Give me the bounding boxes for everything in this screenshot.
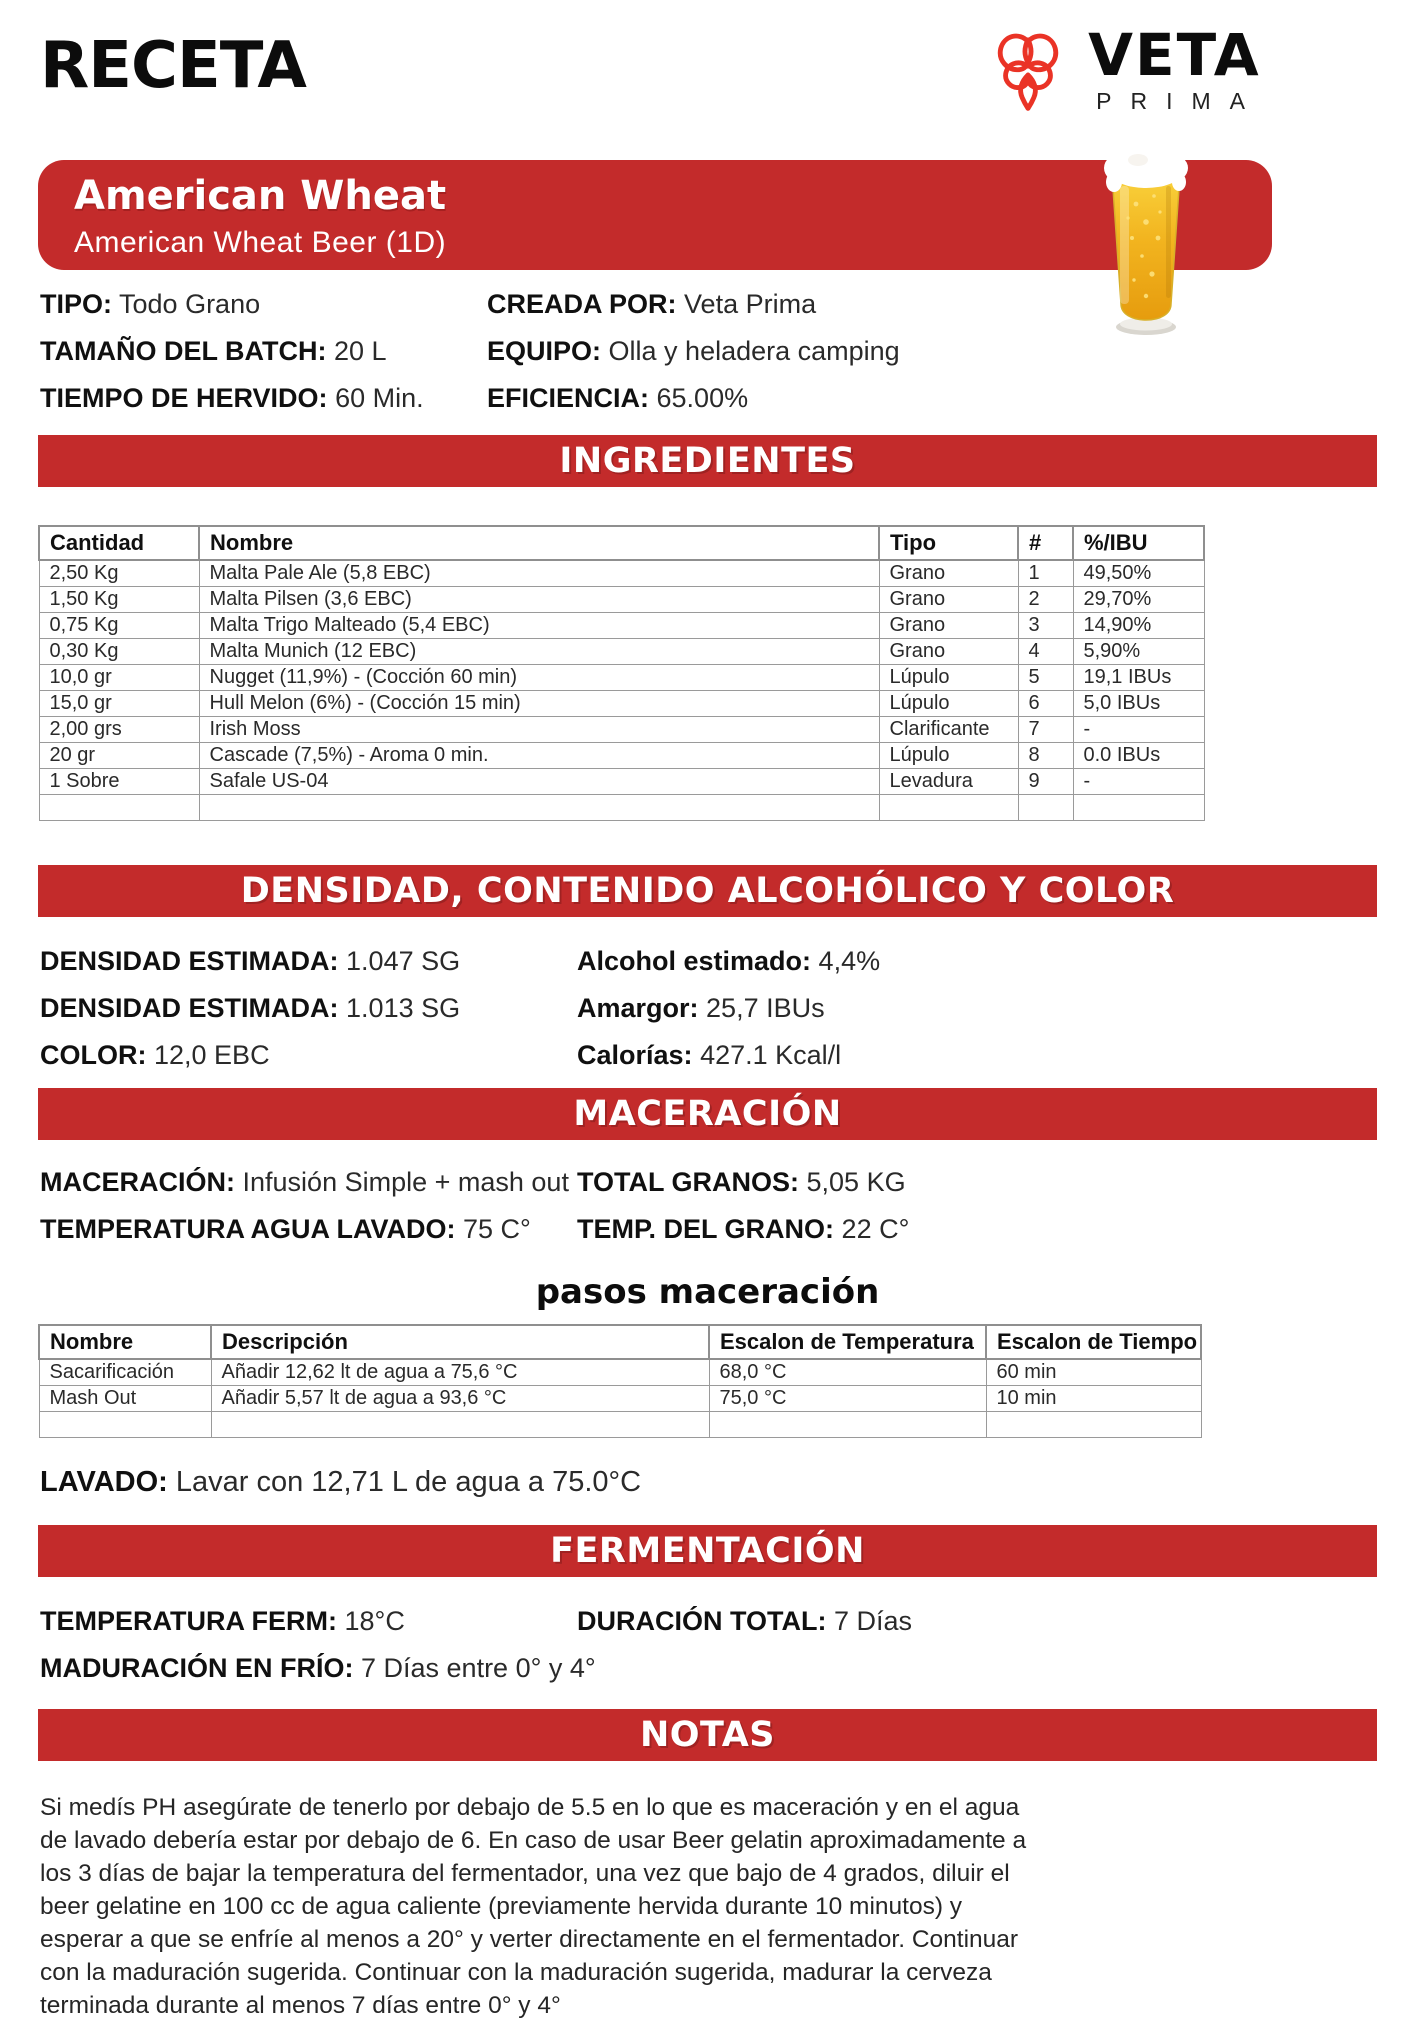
table-cell: 7 (1018, 717, 1073, 743)
table-row (39, 717, 1204, 743)
table-cell: Lúpulo (879, 665, 1018, 691)
table-cell: 20 gr (39, 743, 199, 769)
table-cell (39, 795, 199, 821)
fermentation-details (40, 1605, 1370, 1685)
table-cell: Safale US-04 (199, 769, 879, 795)
detail-label: EQUIPO: (487, 336, 602, 366)
detail-value: 7 Días entre 0° y 4° (361, 1653, 596, 1683)
detail-value: 25,7 IBUs (706, 993, 825, 1023)
table-row (39, 1412, 1201, 1438)
table-cell (1018, 795, 1073, 821)
table-cell: Clarificante (879, 717, 1018, 743)
table-header-row (39, 1325, 1201, 1359)
table-cell: 60 min (986, 1359, 1201, 1386)
table-cell: Hull Melon (6%) - (Cocción 15 min) (199, 691, 879, 717)
table-cell: Sacarificación (39, 1359, 211, 1386)
brand-logo (984, 21, 1264, 138)
table-cell: 8 (1018, 743, 1073, 769)
ingredients-section-header: INGREDIENTES (38, 435, 1377, 487)
page-title: RECETA (40, 29, 306, 103)
beer-glass-image (1076, 134, 1216, 340)
table-cell (39, 1412, 211, 1438)
sparge-line (40, 1466, 1414, 1499)
table-cell: 3 (1018, 613, 1073, 639)
detail-item (40, 945, 577, 978)
table-cell: Cascade (7,5%) - Aroma 0 min. (199, 743, 879, 769)
detail-item (577, 1213, 1370, 1246)
table-cell: Malta Pale Ale (5,8 EBC) (199, 560, 879, 587)
detail-value: Lavar con 12,71 L de agua a 75.0°C (175, 1466, 642, 1498)
detail-value: 1.013 SG (346, 993, 461, 1023)
table-row (39, 560, 1204, 587)
table-cell: 9 (1018, 769, 1073, 795)
detail-label: TOTAL GRANOS: (577, 1167, 799, 1197)
table-row (39, 665, 1204, 691)
detail-item (40, 288, 487, 321)
detail-item (577, 945, 1370, 978)
table-cell: 2,00 grs (39, 717, 199, 743)
table-cell: 0.0 IBUs (1073, 743, 1204, 769)
column-header: Descripción (211, 1325, 709, 1359)
column-header: Tipo (879, 526, 1018, 560)
brand-subname: PRIMA (1096, 88, 1264, 114)
table-cell: 1 (1018, 560, 1073, 587)
table-cell: Malta Pilsen (3,6 EBC) (199, 587, 879, 613)
table-cell: 29,70% (1073, 587, 1204, 613)
table-row (39, 1386, 1201, 1412)
table-cell: Mash Out (39, 1386, 211, 1412)
recipe-name: American Wheat (74, 173, 447, 219)
table-cell (709, 1412, 986, 1438)
table-row (39, 795, 1204, 821)
detail-value: 1.047 SG (346, 946, 461, 976)
detail-label: MACERACIÓN: (40, 1167, 235, 1197)
fermentation-section-header: FERMENTACIÓN (38, 1525, 1377, 1577)
table-cell: 49,50% (1073, 560, 1204, 587)
column-header: Cantidad (39, 526, 199, 560)
column-header: Escalon de Tiempo (986, 1325, 1201, 1359)
detail-value: 75 C° (462, 1214, 531, 1244)
detail-item (577, 1166, 1370, 1199)
detail-value: Olla y heladera camping (608, 336, 900, 366)
table-cell: 5 (1018, 665, 1073, 691)
detail-value: 4,4% (818, 946, 881, 976)
detail-item (40, 1605, 577, 1638)
table-cell: Grano (879, 560, 1018, 587)
ingredients-table (38, 525, 1205, 821)
detail-item (577, 992, 1370, 1025)
table-cell: Añadir 5,57 lt de agua a 93,6 °C (211, 1386, 709, 1412)
table-header-row (39, 526, 1204, 560)
table-cell: 1 Sobre (39, 769, 199, 795)
detail-label: LAVADO: (40, 1466, 168, 1498)
table-cell: 1,50 Kg (39, 587, 199, 613)
table-cell: Grano (879, 639, 1018, 665)
table-cell (199, 795, 879, 821)
table-cell: 75,0 °C (709, 1386, 986, 1412)
detail-item (487, 288, 1370, 321)
detail-value: Infusión Simple + mash out (242, 1167, 569, 1197)
table-row (39, 691, 1204, 717)
column-header: Nombre (39, 1325, 211, 1359)
table-cell: 6 (1018, 691, 1073, 717)
table-row (39, 613, 1204, 639)
table-cell: 19,1 IBUs (1073, 665, 1204, 691)
detail-label: TIPO: (40, 289, 112, 319)
detail-item (40, 1166, 577, 1199)
table-cell: 10,0 gr (39, 665, 199, 691)
detail-item (40, 1213, 577, 1246)
detail-label: TEMPERATURA AGUA LAVADO: (40, 1214, 456, 1244)
table-cell: Grano (879, 587, 1018, 613)
detail-value: 65.00% (656, 383, 749, 413)
detail-item (40, 992, 577, 1025)
mash-steps-table (38, 1324, 1202, 1438)
table-cell: Nugget (11,9%) - (Cocción 60 min) (199, 665, 879, 691)
table-row (39, 639, 1204, 665)
table-row (39, 743, 1204, 769)
table-cell: 10 min (986, 1386, 1201, 1412)
detail-label: MADURACIÓN EN FRÍO: (40, 1653, 354, 1683)
table-cell: 0,75 Kg (39, 613, 199, 639)
table-cell: 68,0 °C (709, 1359, 986, 1386)
detail-value: 20 L (333, 336, 387, 366)
table-cell: Lúpulo (879, 743, 1018, 769)
brand-text (1088, 21, 1264, 115)
detail-item (40, 382, 487, 415)
table-row (39, 1359, 1201, 1386)
detail-value: 60 Min. (335, 383, 424, 413)
detail-label: TEMPERATURA FERM: (40, 1606, 337, 1636)
column-header: Nombre (199, 526, 879, 560)
notes-text: Si medís PH asegúrate de tenerlo por debajo de 5.5 en lo que es maceración y en el agua de lavado debería estar por debajo de 6. En caso de usar Beer gelatin aproximadamente a los 3 días de bajar la temperatura del fermentador, una vez que bajo de 4 grados, diluir el beer gelatine en 100 cc de agua caliente (previamente hervida durante 10 minutos) y esperar a que se enfríe al menos a 20° y verter directamente en el fermentador. Continuar con la maduración sugerida. Continuar con la maduración sugerida, madurar la cerveza terminada durante al menos 7 días entre 0° y 4° (40, 1794, 1027, 2019)
table-cell: Irish Moss (199, 717, 879, 743)
detail-label: Alcohol estimado: (577, 946, 812, 976)
density-details (40, 945, 1370, 1072)
detail-value: 427.1 Kcal/l (700, 1040, 842, 1070)
detail-value: Todo Grano (119, 289, 261, 319)
detail-label: TIEMPO DE HERVIDO: (40, 383, 328, 413)
detail-label: COLOR: (40, 1040, 147, 1070)
detail-value: 22 C° (841, 1214, 910, 1244)
mash-details (40, 1166, 1370, 1246)
table-cell: 14,90% (1073, 613, 1204, 639)
table-cell: Malta Trigo Malteado (5,4 EBC) (199, 613, 879, 639)
table-row (39, 587, 1204, 613)
column-header: Escalon de Temperatura (709, 1325, 986, 1359)
table-cell: - (1073, 717, 1204, 743)
detail-item (487, 382, 1370, 415)
table-cell (879, 795, 1018, 821)
column-header: # (1018, 526, 1073, 560)
density-section-header: DENSIDAD, CONTENIDO ALCOHÓLICO Y COLOR (38, 865, 1377, 917)
detail-label: EFICIENCIA: (487, 383, 649, 413)
detail-value: 5,05 KG (806, 1167, 906, 1197)
detail-item (40, 1039, 577, 1072)
detail-value: Veta Prima (684, 289, 817, 319)
table-cell (211, 1412, 709, 1438)
page-header (0, 0, 1414, 130)
detail-item (577, 1039, 1370, 1072)
detail-item (487, 335, 1370, 368)
detail-value: 7 Días (834, 1606, 913, 1636)
mash-steps-title: pasos maceración (535, 1272, 880, 1312)
detail-label: DENSIDAD ESTIMADA: (40, 946, 339, 976)
table-cell: Grano (879, 613, 1018, 639)
detail-value: 18°C (344, 1606, 405, 1636)
column-header: %/IBU (1073, 526, 1204, 560)
detail-item (40, 335, 487, 368)
hop-icon (984, 26, 1072, 138)
table-cell: Levadura (879, 769, 1018, 795)
table-cell: - (1073, 769, 1204, 795)
detail-label: Calorías: (577, 1040, 693, 1070)
table-cell: 15,0 gr (39, 691, 199, 717)
table-cell (986, 1412, 1201, 1438)
table-cell: 5,0 IBUs (1073, 691, 1204, 717)
detail-value: 12,0 EBC (154, 1040, 270, 1070)
detail-item (40, 1652, 1370, 1685)
notes-section-header: NOTAS (38, 1709, 1377, 1761)
table-row (39, 769, 1204, 795)
detail-item (577, 1605, 1370, 1638)
table-cell: 4 (1018, 639, 1073, 665)
table-cell: Malta Munich (12 EBC) (199, 639, 879, 665)
table-cell: Añadir 12,62 lt de agua a 75,6 °C (211, 1359, 709, 1386)
table-cell: Lúpulo (879, 691, 1018, 717)
table-cell: 2 (1018, 587, 1073, 613)
table-cell: 5,90% (1073, 639, 1204, 665)
recipe-style: American Wheat Beer (1D) (74, 226, 447, 259)
mash-section-header: MACERACIÓN (38, 1088, 1377, 1140)
brand-name: VETA (1088, 21, 1261, 89)
table-cell: 2,50 Kg (39, 560, 199, 587)
detail-label: TAMAÑO DEL BATCH: (40, 336, 327, 366)
detail-label: CREADA POR: (487, 289, 677, 319)
detail-label: Amargor: (577, 993, 699, 1023)
detail-label: DURACIÓN TOTAL: (577, 1606, 827, 1636)
table-cell: 0,30 Kg (39, 639, 199, 665)
detail-label: DENSIDAD ESTIMADA: (40, 993, 339, 1023)
detail-label: TEMP. DEL GRANO: (577, 1214, 835, 1244)
table-cell (1073, 795, 1204, 821)
